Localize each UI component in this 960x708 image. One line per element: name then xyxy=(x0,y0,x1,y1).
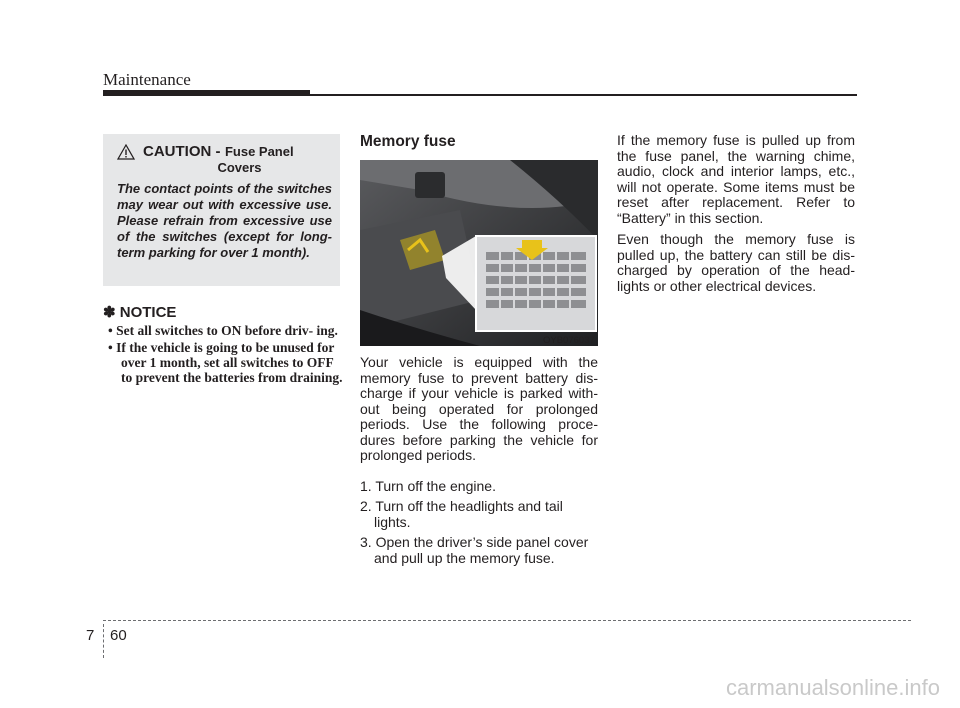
fuse-panel-photo xyxy=(360,160,598,346)
paragraph: Even though the memory fuse is pulled up, the battery can still be dis- charged by operation of the head- lights or other electrical devices. xyxy=(617,231,855,294)
watermark: carmanualsonline.info xyxy=(725,675,940,700)
footer-vertical-divider xyxy=(103,624,104,658)
memory-fuse-title: Memory fuse xyxy=(360,133,456,150)
section-header: Maintenance xyxy=(103,70,191,89)
caution-heading xyxy=(117,144,332,160)
footer-divider xyxy=(103,620,911,621)
list-item: 3. Open the driver’s side panel cover and pull up the memory fuse. xyxy=(360,534,589,566)
notice-list xyxy=(103,323,343,387)
caution-subject: Fuse Panel xyxy=(224,144,294,159)
chapter-number: 7 xyxy=(86,627,95,644)
intro-paragraph: Your vehicle is equipped with the memory fuse to prevent battery dis- charge if your vehicle is parked with- out being operated for prolonged periods. Use the following proce- dures before parking the vehicle for prolonged periods. xyxy=(360,354,598,463)
list-item: • If the vehicle is going to be unused for over 1 month, set all switches to OFF to prevent the batteries from draining. xyxy=(108,340,343,385)
fuse-panel-illustration xyxy=(360,160,598,346)
caution-body: The contact points of the switches may wear out with excessive use. Please refrain from excessive use of the switches (except for long-term parking for over 1 month). xyxy=(117,181,332,260)
header-rule-thin xyxy=(310,94,857,96)
list-item: 1. Turn off the engine. xyxy=(360,477,496,494)
list-item: 2. Turn off the headlights and tail lights. xyxy=(360,498,563,530)
caution-subject-cont: Covers xyxy=(217,160,262,175)
right-column-text xyxy=(617,133,855,300)
caution-box xyxy=(103,134,340,286)
notice-title: ✽ NOTICE xyxy=(103,304,177,321)
warning-triangle-icon xyxy=(117,144,135,160)
paragraph: If the memory fuse is pulled up from the fuse panel, the warning chime, audio, clock and interior lamps, etc., will not operate. Some items must be reset after replacement. Refer to “Battery” in this section. xyxy=(617,132,855,226)
list-item: • Set all switches to ON before driv- ing. xyxy=(108,323,338,338)
header-rule-thick xyxy=(103,90,310,96)
memory-fuse-text xyxy=(360,355,598,571)
page-number: 60 xyxy=(110,627,127,644)
image-code: OYB076037 xyxy=(543,335,595,346)
steps-list xyxy=(360,479,598,567)
caution-label: CAUTION - xyxy=(143,143,221,160)
